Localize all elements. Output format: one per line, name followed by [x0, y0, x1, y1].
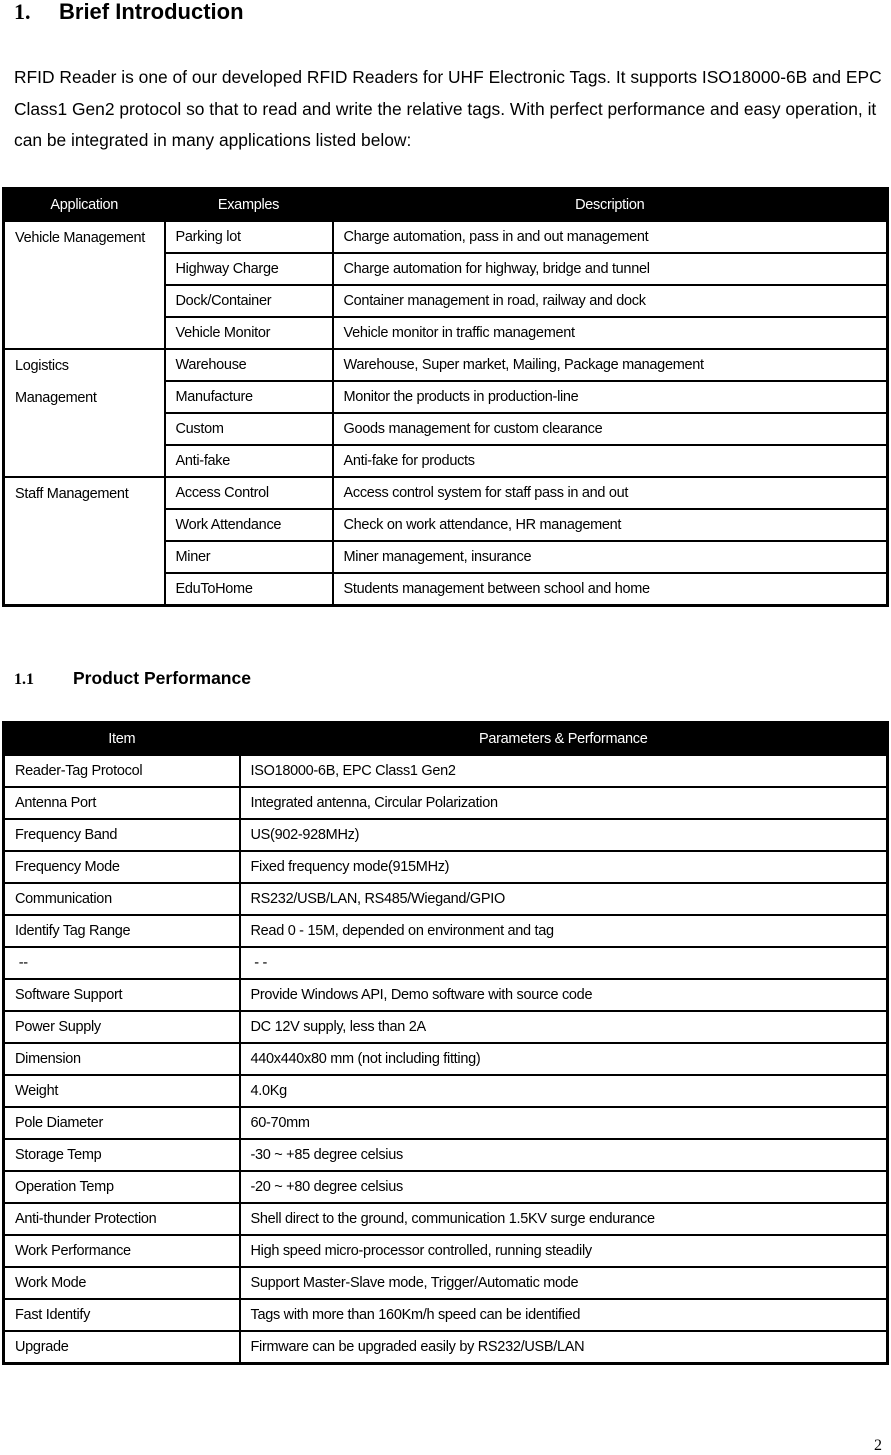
column-header: Description	[333, 189, 888, 222]
item-cell: Operation Temp	[4, 1171, 240, 1203]
table-header-row	[4, 723, 888, 756]
value-cell: Firmware can be upgraded easily by RS232/USB/LAN	[240, 1331, 888, 1364]
example-cell: Warehouse	[165, 349, 333, 381]
item-cell: Reader-Tag Protocol	[4, 755, 240, 787]
description-cell: Warehouse, Super market, Mailing, Package management	[333, 349, 888, 381]
item-cell: Work Performance	[4, 1235, 240, 1267]
description-cell: Vehicle monitor in traffic management	[333, 317, 888, 349]
section-heading	[14, 0, 244, 24]
value-cell: Integrated antenna, Circular Polarization	[240, 787, 888, 819]
item-cell: Frequency Band	[4, 819, 240, 851]
column-header: Examples	[165, 189, 333, 222]
description-cell: Miner management, insurance	[333, 541, 888, 573]
application-cell: Staff Management	[4, 477, 165, 606]
example-cell: Work Attendance	[165, 509, 333, 541]
table-row	[4, 477, 888, 509]
item-cell: Weight	[4, 1075, 240, 1107]
value-cell: RS232/USB/LAN, RS485/Wiegand/GPIO	[240, 883, 888, 915]
section-title: Brief Introduction	[59, 0, 244, 24]
performance-table	[2, 721, 889, 1365]
item-cell: Antenna Port	[4, 787, 240, 819]
table-row	[4, 819, 888, 851]
description-cell: Check on work attendance, HR management	[333, 509, 888, 541]
description-cell: Monitor the products in production-line	[333, 381, 888, 413]
section-number: 1.	[14, 0, 31, 24]
example-cell: Access Control	[165, 477, 333, 509]
table-row	[4, 1299, 888, 1331]
item-cell: Dimension	[4, 1043, 240, 1075]
description-cell: Container management in road, railway and dock	[333, 285, 888, 317]
column-header: Application	[4, 189, 165, 222]
description-cell: Goods management for custom clearance	[333, 413, 888, 445]
table-row	[4, 221, 888, 253]
table-row	[4, 979, 888, 1011]
example-cell: Miner	[165, 541, 333, 573]
value-cell: DC 12V supply, less than 2A	[240, 1011, 888, 1043]
value-cell: -20 ~ +80 degree celsius	[240, 1171, 888, 1203]
item-cell: Software Support	[4, 979, 240, 1011]
value-cell: ISO18000-6B, EPC Class1 Gen2	[240, 755, 888, 787]
value-cell: Provide Windows API, Demo software with source code	[240, 979, 888, 1011]
item-cell: Frequency Mode	[4, 851, 240, 883]
item-cell: Work Mode	[4, 1267, 240, 1299]
value-cell: Shell direct to the ground, communication 1.5KV surge endurance	[240, 1203, 888, 1235]
item-cell: Fast Identify	[4, 1299, 240, 1331]
table-header-row	[4, 189, 888, 222]
table-row	[4, 1203, 888, 1235]
example-cell: Custom	[165, 413, 333, 445]
subsection-title: Product Performance	[73, 668, 251, 688]
value-cell: US(902-928MHz)	[240, 819, 888, 851]
table-row	[4, 1331, 888, 1364]
example-cell: Vehicle Monitor	[165, 317, 333, 349]
applications-table	[2, 187, 889, 607]
item-cell: Anti-thunder Protection	[4, 1203, 240, 1235]
table-row	[4, 883, 888, 915]
table-row	[4, 1171, 888, 1203]
subsection-heading	[14, 666, 251, 690]
value-cell: 4.0Kg	[240, 1075, 888, 1107]
example-cell: Parking lot	[165, 221, 333, 253]
table-row	[4, 1267, 888, 1299]
value-cell: - -	[240, 947, 888, 979]
application-cell: Vehicle Management	[4, 221, 165, 349]
description-cell: Anti-fake for products	[333, 445, 888, 477]
table-row	[4, 1043, 888, 1075]
item-cell: Pole Diameter	[4, 1107, 240, 1139]
value-cell: 440x440x80 mm (not including fitting)	[240, 1043, 888, 1075]
example-cell: EduToHome	[165, 573, 333, 606]
value-cell: High speed micro-processor controlled, running steadily	[240, 1235, 888, 1267]
table-row	[4, 1139, 888, 1171]
description-cell: Students management between school and home	[333, 573, 888, 606]
value-cell: Read 0 - 15M, depended on environment and tag	[240, 915, 888, 947]
intro-paragraph: RFID Reader is one of our developed RFID Readers for UHF Electronic Tags. It supports ISO18000-6B and EPC Class1 Gen2 protocol so that to read and write the relative tags. With perfect performance and easy operation, it can be integrated in many applications listed below:	[14, 67, 882, 150]
value-cell: Fixed frequency mode(915MHz)	[240, 851, 888, 883]
item-cell: --	[4, 947, 240, 979]
table-row	[4, 1075, 888, 1107]
page-number: 2	[874, 1437, 882, 1454]
column-header: Item	[4, 723, 240, 756]
item-cell: Power Supply	[4, 1011, 240, 1043]
application-cell: Logistics Management	[4, 349, 165, 477]
item-cell: Communication	[4, 883, 240, 915]
table-row	[4, 755, 888, 787]
item-cell: Upgrade	[4, 1331, 240, 1364]
example-cell: Manufacture	[165, 381, 333, 413]
example-cell: Dock/Container	[165, 285, 333, 317]
table-row	[4, 1235, 888, 1267]
description-cell: Charge automation for highway, bridge and tunnel	[333, 253, 888, 285]
value-cell: 60-70mm	[240, 1107, 888, 1139]
item-cell: Identify Tag Range	[4, 915, 240, 947]
table-row	[4, 1011, 888, 1043]
value-cell: -30 ~ +85 degree celsius	[240, 1139, 888, 1171]
example-cell: Anti-fake	[165, 445, 333, 477]
table-row	[4, 787, 888, 819]
example-cell: Highway Charge	[165, 253, 333, 285]
value-cell: Tags with more than 160Km/h speed can be identified	[240, 1299, 888, 1331]
column-header: Parameters & Performance	[240, 723, 888, 756]
value-cell: Support Master-Slave mode, Trigger/Automatic mode	[240, 1267, 888, 1299]
table-row	[4, 915, 888, 947]
item-cell: Storage Temp	[4, 1139, 240, 1171]
description-cell: Access control system for staff pass in and out	[333, 477, 888, 509]
description-cell: Charge automation, pass in and out management	[333, 221, 888, 253]
table-row	[4, 1107, 888, 1139]
subsection-number: 1.1	[14, 671, 34, 688]
table-row	[4, 851, 888, 883]
table-row	[4, 349, 888, 381]
table-row	[4, 947, 888, 979]
